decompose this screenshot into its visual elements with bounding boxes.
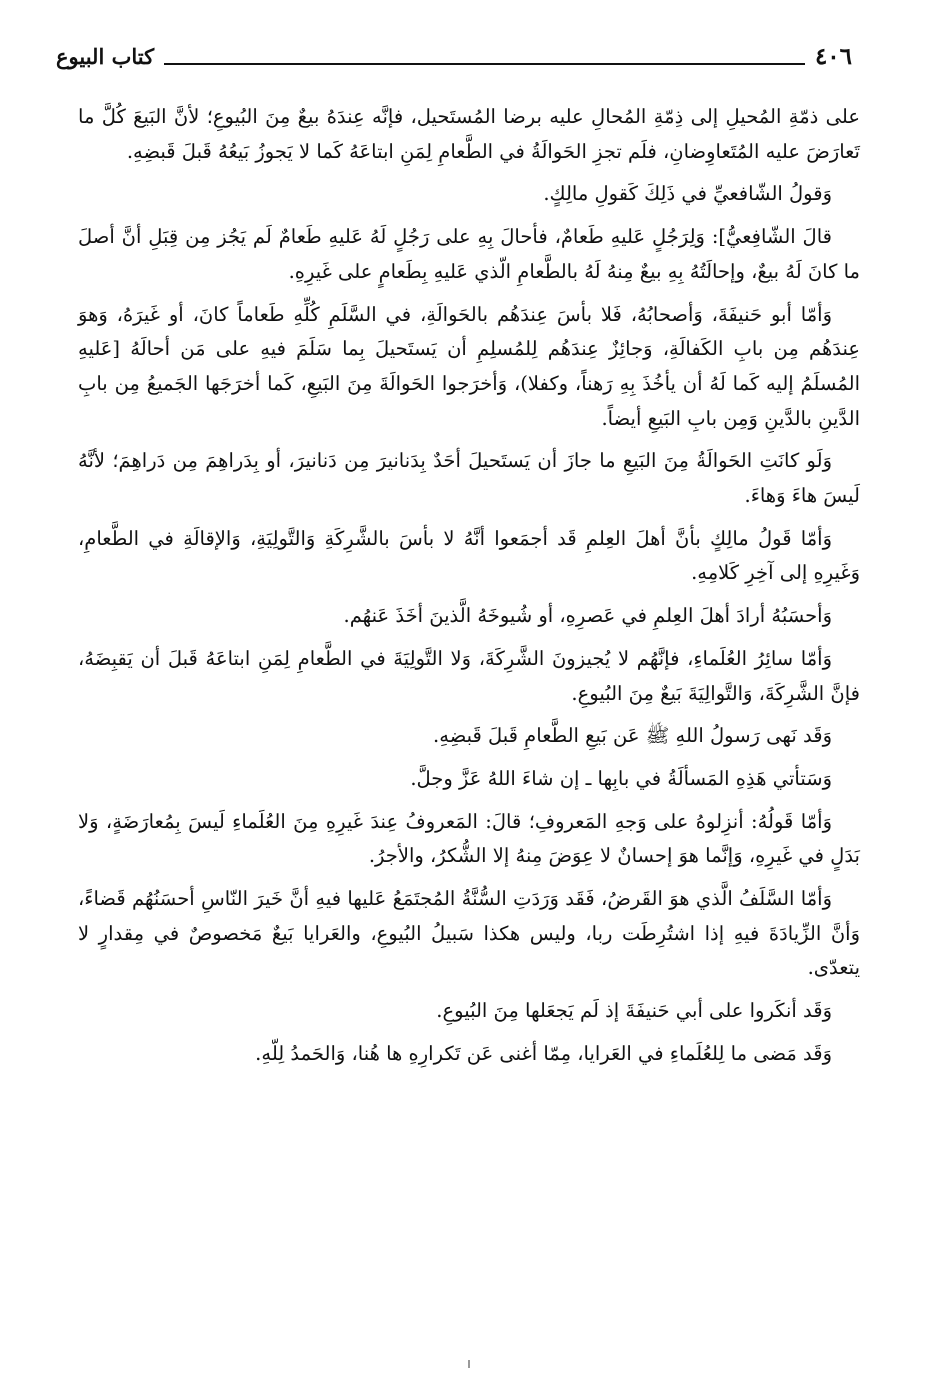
paragraph: وَقَد أنكَروا على أبي حَنيفَةَ إذ لَم يَجعَلها مِنَ البُيوعِ. [436, 999, 832, 1023]
paragraph: وَلَو كانَتِ الحَوالَةُ مِنَ البَيعِ ما جازَ أن يَستَحيلَ أحَدٌ بِدَنانيرَ مِن دَنانيرَ، أو بِدَراهِمَ مِن دَراهِمَ؛ لأنَّهُ لَيسَ هاءَ وَهاءَ. [78, 449, 860, 508]
header-rule [164, 63, 805, 65]
page-number: ٤٠٦ [814, 42, 852, 70]
paragraph: وَأمّا قَولُ مالِكٍ بأنَّ أهلَ العِلمِ قَد أجمَعوا أنَّهُ لا بأسَ بالشَّرِكَةِ وَالتَّولِيَةِ، وَالإقالَةِ في الطَّعامِ، وَغَيرِهِ إلى آخِرِ كَلامِهِ. [78, 526, 860, 585]
paragraph: وَأحسَبُهُ أرادَ أهلَ العِلمِ في عَصرِهِ، أو شُيوخَهُ الَّذينَ أخَذَ عَنهُم. [343, 604, 832, 628]
paragraph: على ذمّةِ المُحيلِ إلى ذِمّةِ المُحالِ عليه برضا المُستَحيل، فإنَّه عِندَهُ بيعٌ مِنَ البُيوعِ؛ لأنَّ البَيعَ كُلَّ ما تَعارَضَ عليه المُتَعاوِضانِ، فلَم تجزِ الحَوالَةُ في الطَّعامِ لِمَنِ ابتاعَهُ كَما لا يَجوزُ بَيعُهُ قَبلَ قَبضِهِ. [78, 105, 860, 163]
paragraph: وَأمّا أبو حَنيفَةَ، وَأصحابُهُ، فَلا بأسَ عِندَهُم بالحَوالَةِ، في السَّلَمِ كُلِّهِ طَعاماً كانَ، أو غَيرَهُ، وَهوَ عِندَهُم مِن بابِ الكَفالَةِ، وَجائِزٌ عِندَهُم لِلمُسلِمِ أن يَستَحيلَ بِما سَلَمَ فيهِ على مَن أحالَهُ [عَليهِ المُسلَمُ إليه كَما لَهُ أن يأخُذَ بِهِ رَهناً، وكفلا)، وَأخرَجوا الحَوالَةَ مِنَ البَيعِ، كَما أخرَجَها الجَميعُ مِن بابِ الدَّينِ بالدَّينِ وَمِن بابِ البَيعِ أيضاً. [78, 302, 860, 430]
paragraph: وَقَد نَهى رَسولُ اللهِ ﷺ عَن بَيعِ الطَّعامِ قَبلَ قَبضِهِ. [433, 724, 832, 748]
book-title: كتاب البيوع [56, 43, 155, 69]
paragraph: وَأمّا السَّلَفُ الَّذي هوَ القَرضُ، فَقَد وَرَدَتِ السُّنَّةُ المُجتَمَعُ عَليها فيهِ أنَّ خَيرَ النّاسِ أحسَنُهُم قَضاءً، وَأنَّ الزِّيادَةَ فيهِ إذا اشتُرِطَت ربا، وليس هكذا سَبيلُ البُيوعِ، والعَرايا بَيعٌ مَخصوصٌ في مِقدارٍ لا يتعدّى. [78, 887, 860, 980]
paragraph: وَأمّا سائِرُ العُلَماءِ، فإنَّهُم لا يُجيزونَ الشَّرِكَةَ، وَلا التَّولِيَةَ في الطَّعامِ لِمَنِ ابتاعَهُ قَبلَ أن يَقبِضَهُ، فإنَّ الشَّرِكَةَ، وَالتَّوالِيَةَ بَيعٌ مِنَ البُيوعِ. [78, 646, 860, 705]
page-bottom-mark [468, 1360, 470, 1368]
paragraph: وَسَتأتي هَذِهِ المَسألَةُ في بابِها ـ إن شاءَ اللهُ عَزَّ وجلَّ. [410, 766, 832, 790]
paragraph: قالَ الشّافِعيُّ]: وَلِرَجُلٍ عَليهِ طَعامٌ، فأحالَ بِهِ على رَجُلٍ لَهُ عَليهِ طَعامٌ لَم يَجُز مِن قِبَلِ أنَّ أصلَ ما كانَ لَهُ بيعٌ، وإحالَتُهُ بِهِ بيعٌ مِنهُ لَهُ بالطَّعامِ الّذي عَليهِ بِطَعامٍ على غَيرِهِ. [78, 225, 860, 283]
paragraph: وَأمّا قَولُهُ: أنزِلوهُ على وَجهِ المَعروفِ؛ قالَ: المَعروفُ عِندَ غَيرِهِ مِنَ العُلَماءِ لَيسَ بِمُعارَضَةٍ، وَلا بَدَلٍ في غَيرِهِ، وَإنَّما هوَ إحسانٌ لا عِوَضَ مِنهُ إلا الشُّكرُ، والأجرُ. [78, 809, 860, 868]
paragraph: وَقَد مَضى ما لِلعُلَماءِ في العَرايا، مِمّا أغنى عَن تَكرارِهِ ها هُنا، وَالحَمدُ لِلّهِ. [255, 1041, 832, 1065]
page-header [56, 40, 852, 72]
paragraph: وَقولُ الشّافعيِّ في ذَلِكَ كَقولِ مالِكٍ. [543, 182, 832, 206]
body-text [78, 100, 860, 1080]
